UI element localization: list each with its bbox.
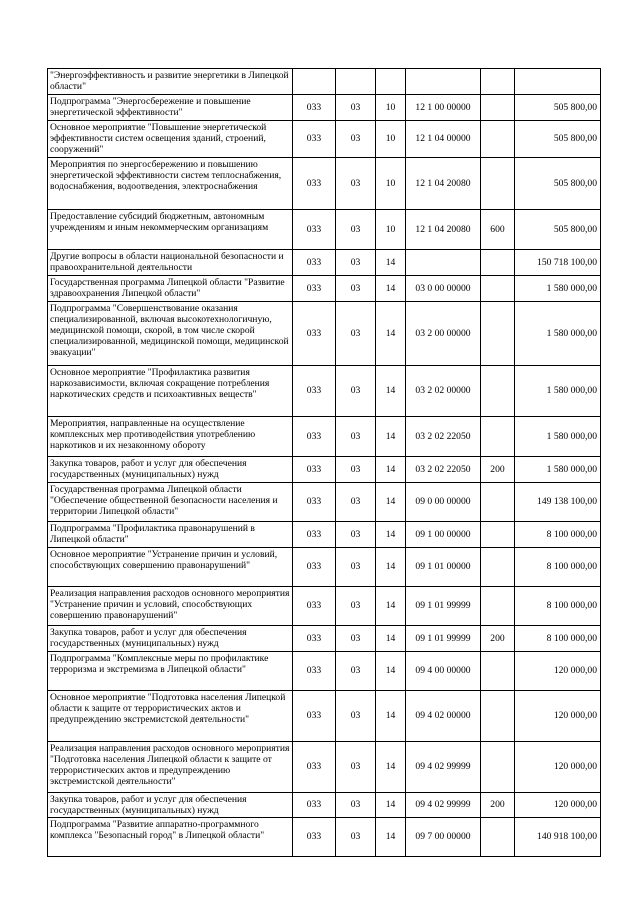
cell-admin-code: 033 <box>293 651 336 690</box>
cell-amount: 1 580 000,00 <box>515 275 601 301</box>
table-row <box>48 69 601 95</box>
row-name: Другие вопросы в области национальной безопасности и правоохранительной деятельности <box>48 249 293 275</box>
cell-amount: 505 800,00 <box>515 157 601 209</box>
cell-expense-type <box>481 95 515 121</box>
cell-target-article: 03 2 02 00000 <box>406 365 481 416</box>
cell-section-code: 03 <box>336 301 376 365</box>
cell-subsection-code <box>376 69 406 95</box>
row-name: Мероприятия, направленные на осуществление комплексных мер противодействия употреблению наркотиков и их незаконному обороту <box>48 416 293 456</box>
cell-subsection-code: 14 <box>376 521 406 547</box>
table-row <box>48 586 601 625</box>
cell-target-article: 03 2 02 22050 <box>406 456 481 482</box>
cell-admin-code: 033 <box>293 365 336 416</box>
cell-admin-code: 033 <box>293 249 336 275</box>
table-row <box>48 625 601 651</box>
cell-section-code: 03 <box>336 121 376 158</box>
cell-subsection-code: 14 <box>376 651 406 690</box>
table-row <box>48 209 601 249</box>
cell-subsection-code: 14 <box>376 625 406 651</box>
cell-section-code: 03 <box>336 651 376 690</box>
cell-admin-code: 033 <box>293 741 336 792</box>
table-row <box>48 275 601 301</box>
cell-admin-code: 033 <box>293 818 336 857</box>
cell-section-code: 03 <box>336 547 376 586</box>
cell-admin-code: 033 <box>293 625 336 651</box>
cell-subsection-code: 14 <box>376 456 406 482</box>
cell-target-article <box>406 69 481 95</box>
cell-target-article: 03 0 00 00000 <box>406 275 481 301</box>
table-row <box>48 121 601 158</box>
cell-subsection-code: 14 <box>376 249 406 275</box>
cell-section-code: 03 <box>336 95 376 121</box>
table-row <box>48 301 601 365</box>
cell-admin-code: 033 <box>293 456 336 482</box>
cell-section-code: 03 <box>336 249 376 275</box>
cell-target-article <box>406 249 481 275</box>
cell-target-article: 12 1 04 00000 <box>406 121 481 158</box>
cell-admin-code: 033 <box>293 275 336 301</box>
cell-admin-code: 033 <box>293 792 336 817</box>
cell-section-code: 03 <box>336 456 376 482</box>
row-name: Подпрограмма "Профилактика правонарушений в Липецкой области" <box>48 521 293 547</box>
cell-section-code <box>336 69 376 95</box>
row-name: Закупка товаров, работ и услуг для обеспечения государственных (муниципальных) нужд <box>48 792 293 817</box>
cell-subsection-code: 14 <box>376 275 406 301</box>
cell-subsection-code: 10 <box>376 157 406 209</box>
cell-admin-code: 033 <box>293 482 336 521</box>
cell-expense-type: 200 <box>481 456 515 482</box>
cell-admin-code: 033 <box>293 157 336 209</box>
row-name: Основное мероприятие "Профилактика развития наркозависимости, включая сокращение потребления наркотических средств и психоактивных веществ" <box>48 365 293 416</box>
table-row <box>48 741 601 792</box>
cell-section-code: 03 <box>336 818 376 857</box>
cell-expense-type <box>481 818 515 857</box>
cell-expense-type <box>481 121 515 158</box>
cell-subsection-code: 10 <box>376 121 406 158</box>
cell-amount: 120 000,00 <box>515 792 601 817</box>
cell-subsection-code: 14 <box>376 741 406 792</box>
row-name: Подпрограмма "Энергосбережение и повышение энергетической эффективности" <box>48 95 293 121</box>
table-row <box>48 365 601 416</box>
cell-subsection-code: 14 <box>376 416 406 456</box>
row-name: Основное мероприятие "Подготовка населения Липецкой области к защите от террористических актов и предупреждению экстремистской деятельности" <box>48 690 293 741</box>
cell-expense-type <box>481 521 515 547</box>
cell-target-article: 09 4 02 99999 <box>406 741 481 792</box>
cell-admin-code: 033 <box>293 690 336 741</box>
cell-expense-type <box>481 301 515 365</box>
budget-table <box>47 68 601 857</box>
cell-amount: 1 580 000,00 <box>515 301 601 365</box>
cell-section-code: 03 <box>336 690 376 741</box>
cell-target-article: 09 1 01 99999 <box>406 625 481 651</box>
cell-admin-code: 033 <box>293 547 336 586</box>
row-name: Государственная программа Липецкой области "Обеспечение общественной безопасности населения и территории Липецкой области" <box>48 482 293 521</box>
cell-section-code: 03 <box>336 157 376 209</box>
cell-subsection-code: 14 <box>376 792 406 817</box>
cell-expense-type <box>481 416 515 456</box>
row-name: Основное мероприятие "Устранение причин и условий, способствующих совершению правонарушений" <box>48 547 293 586</box>
cell-amount: 8 100 000,00 <box>515 547 601 586</box>
cell-target-article: 12 1 00 00000 <box>406 95 481 121</box>
row-name: Мероприятия по энергосбережению и повышению энергетической эффективности систем теплоснабжения, водоснабжения, водоотведения, электроснабжения <box>48 157 293 209</box>
cell-subsection-code: 10 <box>376 209 406 249</box>
cell-admin-code <box>293 69 336 95</box>
cell-expense-type <box>481 275 515 301</box>
cell-section-code: 03 <box>336 741 376 792</box>
cell-amount: 505 800,00 <box>515 209 601 249</box>
cell-admin-code: 033 <box>293 121 336 158</box>
row-name: Реализация направления расходов основного мероприятия "Подготовка населения Липецкой области к защите от террористических актов и предупреждению экстремистской деятельности" <box>48 741 293 792</box>
cell-amount: 8 100 000,00 <box>515 521 601 547</box>
cell-section-code: 03 <box>336 275 376 301</box>
table-row <box>48 249 601 275</box>
cell-section-code: 03 <box>336 792 376 817</box>
cell-expense-type <box>481 69 515 95</box>
table-row <box>48 95 601 121</box>
cell-expense-type <box>481 365 515 416</box>
cell-target-article: 03 2 00 00000 <box>406 301 481 365</box>
cell-expense-type: 600 <box>481 209 515 249</box>
cell-expense-type <box>481 249 515 275</box>
table-row <box>48 482 601 521</box>
row-name: Подпрограмма "Комплексные меры по профилактике терроризма и экстремизма в Липецкой области" <box>48 651 293 690</box>
cell-target-article: 09 4 02 00000 <box>406 690 481 741</box>
cell-amount <box>515 69 601 95</box>
cell-expense-type: 200 <box>481 625 515 651</box>
row-name: "Энергоэффективность и развитие энергетики в Липецкой области" <box>48 69 293 95</box>
row-name: Реализация направления расходов основного мероприятия "Устранение причин и условий, способствующих совершению правонарушений" <box>48 586 293 625</box>
table-row <box>48 792 601 817</box>
cell-amount: 505 800,00 <box>515 121 601 158</box>
cell-amount: 1 580 000,00 <box>515 456 601 482</box>
cell-expense-type <box>481 157 515 209</box>
cell-section-code: 03 <box>336 482 376 521</box>
cell-target-article: 09 1 01 99999 <box>406 586 481 625</box>
cell-target-article: 12 1 04 20080 <box>406 157 481 209</box>
row-name: Подпрограмма "Развитие аппаратно-программного комплекса "Безопасный город" в Липецкой области" <box>48 818 293 857</box>
cell-target-article: 12 1 04 20080 <box>406 209 481 249</box>
cell-target-article: 09 1 00 00000 <box>406 521 481 547</box>
table-row <box>48 690 601 741</box>
cell-section-code: 03 <box>336 625 376 651</box>
cell-admin-code: 033 <box>293 95 336 121</box>
cell-admin-code: 033 <box>293 209 336 249</box>
table-row <box>48 521 601 547</box>
row-name: Предоставление субсидий бюджетным, автономным учреждениям и иным некоммерческим организациям <box>48 209 293 249</box>
cell-section-code: 03 <box>336 586 376 625</box>
cell-subsection-code: 14 <box>376 482 406 521</box>
row-name: Закупка товаров, работ и услуг для обеспечения государственных (муниципальных) нужд <box>48 456 293 482</box>
row-name: Закупка товаров, работ и услуг для обеспечения государственных (муниципальных) нужд <box>48 625 293 651</box>
table-row <box>48 818 601 857</box>
cell-expense-type <box>481 586 515 625</box>
cell-amount: 120 000,00 <box>515 690 601 741</box>
cell-subsection-code: 10 <box>376 95 406 121</box>
cell-amount: 140 918 100,00 <box>515 818 601 857</box>
cell-admin-code: 033 <box>293 521 336 547</box>
cell-subsection-code: 14 <box>376 690 406 741</box>
table-row <box>48 456 601 482</box>
cell-target-article: 09 4 02 99999 <box>406 792 481 817</box>
table-row <box>48 547 601 586</box>
table-row <box>48 157 601 209</box>
table-row <box>48 416 601 456</box>
cell-admin-code: 033 <box>293 301 336 365</box>
cell-target-article: 09 7 00 00000 <box>406 818 481 857</box>
row-name: Основное мероприятие "Повышение энергетической эффективности систем освещения зданий, строений, сооружений" <box>48 121 293 158</box>
cell-subsection-code: 14 <box>376 586 406 625</box>
cell-expense-type: 200 <box>481 792 515 817</box>
cell-expense-type <box>481 482 515 521</box>
cell-section-code: 03 <box>336 209 376 249</box>
row-name: Подпрограмма "Совершенствование оказания специализированной, включая высокотехнологичную, медицинской помощи, скорой, в том числе скорой специализированной, медицинской помощи, медицинской эвакуации" <box>48 301 293 365</box>
cell-expense-type <box>481 741 515 792</box>
cell-target-article: 03 2 02 22050 <box>406 416 481 456</box>
cell-admin-code: 033 <box>293 586 336 625</box>
cell-amount: 120 000,00 <box>515 741 601 792</box>
cell-amount: 149 138 100,00 <box>515 482 601 521</box>
cell-expense-type <box>481 690 515 741</box>
row-name: Государственная программа Липецкой области "Развитие здравоохранения Липецкой области" <box>48 275 293 301</box>
cell-expense-type <box>481 651 515 690</box>
cell-amount: 8 100 000,00 <box>515 625 601 651</box>
cell-amount: 1 580 000,00 <box>515 416 601 456</box>
cell-target-article: 09 1 01 00000 <box>406 547 481 586</box>
cell-section-code: 03 <box>336 416 376 456</box>
cell-amount: 505 800,00 <box>515 95 601 121</box>
cell-expense-type <box>481 547 515 586</box>
cell-amount: 150 718 100,00 <box>515 249 601 275</box>
cell-target-article: 09 4 00 00000 <box>406 651 481 690</box>
table-row <box>48 651 601 690</box>
cell-target-article: 09 0 00 00000 <box>406 482 481 521</box>
cell-section-code: 03 <box>336 365 376 416</box>
cell-subsection-code: 14 <box>376 547 406 586</box>
cell-subsection-code: 14 <box>376 301 406 365</box>
cell-subsection-code: 14 <box>376 818 406 857</box>
cell-amount: 1 580 000,00 <box>515 365 601 416</box>
cell-admin-code: 033 <box>293 416 336 456</box>
cell-amount: 120 000,00 <box>515 651 601 690</box>
cell-section-code: 03 <box>336 521 376 547</box>
cell-amount: 8 100 000,00 <box>515 586 601 625</box>
cell-subsection-code: 14 <box>376 365 406 416</box>
